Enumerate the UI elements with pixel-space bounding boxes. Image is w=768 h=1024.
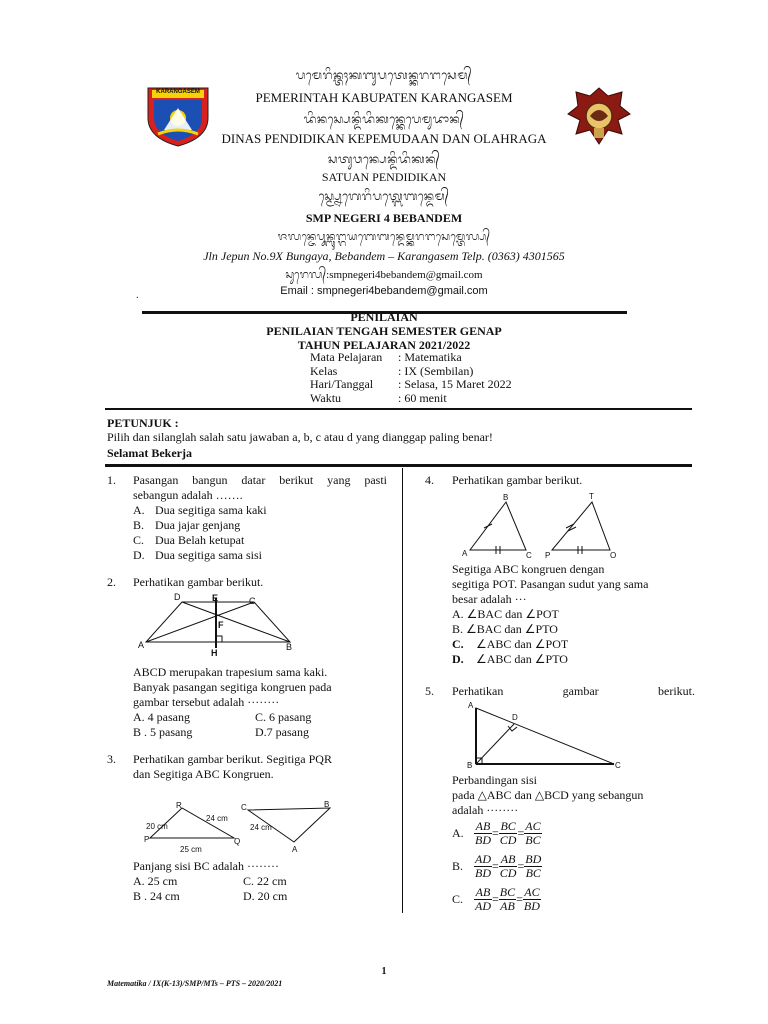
question-number: 4. bbox=[425, 473, 434, 487]
fraction bbox=[474, 886, 492, 913]
unit-name: SATUAN PENDIDIKAN bbox=[321, 170, 447, 184]
option-letter: A. bbox=[133, 503, 145, 517]
instructions-text: Pilih dan silanglah salah satu jawaban a, b, c atau d yang dianggap paling benar! bbox=[107, 430, 493, 444]
info-value: : Selasa, 15 Maret 2022 bbox=[398, 377, 512, 391]
column-divider bbox=[402, 468, 403, 913]
question-text: sebangun adalah ……. bbox=[133, 488, 243, 502]
instructions-heading: PETUNJUK : bbox=[107, 416, 179, 430]
option[interactable] bbox=[133, 533, 387, 548]
vertex-label: B bbox=[503, 493, 509, 502]
school-email: Email : smpnegeri4bebandem@gmail.com bbox=[280, 285, 488, 297]
fraction bbox=[474, 853, 492, 880]
vertex-label: T bbox=[589, 492, 594, 501]
numerator: BC bbox=[499, 884, 516, 899]
vertex-label: F bbox=[218, 620, 224, 630]
option[interactable] bbox=[133, 503, 387, 518]
option-d[interactable] bbox=[452, 652, 692, 667]
option-b[interactable]: B . 5 pasang bbox=[133, 725, 193, 739]
fraction bbox=[524, 820, 541, 847]
vertex-label: B bbox=[286, 642, 293, 652]
info-value: : IX (Sembilan) bbox=[398, 363, 474, 378]
option-letter: C. bbox=[452, 637, 464, 651]
denominator: BD bbox=[475, 832, 491, 847]
info-key: Waktu bbox=[310, 390, 342, 405]
question-text: Panjang sisi BC adalah ········ bbox=[133, 859, 279, 873]
question-number: 5. bbox=[425, 684, 434, 698]
denominator: BD bbox=[523, 898, 540, 913]
option-letter: C. bbox=[133, 533, 145, 547]
numerator: BC bbox=[500, 818, 516, 833]
side-length: 25 cm bbox=[180, 845, 202, 854]
info-value: : Matematika bbox=[398, 350, 462, 364]
numerator: AC bbox=[525, 818, 541, 833]
side-length: 20 cm bbox=[146, 822, 168, 831]
question-text: gambar bbox=[562, 684, 599, 698]
question-text: adalah ········ bbox=[452, 803, 519, 817]
question-text: Perhatikan gambar berikut. bbox=[133, 575, 264, 589]
question-text: Banyak pasangan segitiga kongruen pada bbox=[133, 680, 332, 694]
question-4 bbox=[425, 473, 705, 488]
question-4-body bbox=[452, 562, 692, 667]
fraction bbox=[524, 853, 542, 880]
option-a[interactable] bbox=[452, 818, 652, 848]
question-number: 1. bbox=[107, 473, 116, 487]
equals: = bbox=[517, 858, 525, 873]
option[interactable] bbox=[133, 518, 387, 533]
question-text: Segitiga ABC kongruen dengan bbox=[452, 562, 605, 576]
option-c[interactable] bbox=[452, 637, 692, 652]
question-text: pada △ABC dan △BCD yang sebangun bbox=[452, 788, 644, 802]
denominator: AD bbox=[475, 898, 491, 913]
vertex-label: P bbox=[545, 551, 551, 560]
department-name: DINAS PENDIDIKAN KEPEMUDAAN DAN OLAHRAGA bbox=[221, 131, 547, 146]
numerator: AD bbox=[475, 851, 491, 866]
equals: = bbox=[492, 825, 499, 840]
fraction bbox=[474, 820, 492, 847]
question-text: gambar tersebut adalah ········ bbox=[133, 695, 280, 709]
question-number: 3. bbox=[107, 752, 116, 766]
option-letter: A. bbox=[452, 825, 464, 840]
vertex-label: C bbox=[615, 761, 621, 770]
numerator: AC bbox=[524, 884, 540, 899]
equals: = bbox=[517, 825, 525, 840]
balinese-line-2: ᬤᬶᬦᬲ᭄ᬧᬾᬦ᭄ᬤᬶᬤᬶᬓᬦ᭄ᬓᬾᬧᬾᬫᬸᬤᬵᬦ᭄ bbox=[303, 112, 465, 126]
equals: = bbox=[492, 891, 499, 906]
vertex-label: B bbox=[324, 800, 330, 809]
question-5-body bbox=[452, 773, 692, 818]
option-d[interactable]: D.7 pasang bbox=[255, 725, 309, 739]
instructions-divider bbox=[105, 408, 692, 410]
footer-note: Matematika / IX(K-13)/SMP/MTs – PTS – 2020/2021 bbox=[107, 979, 283, 988]
question-text: Perhatikan gambar berikut. Segitiga PQR bbox=[133, 752, 332, 766]
vertex-label: H bbox=[211, 648, 218, 658]
fraction bbox=[523, 886, 541, 913]
denominator: BC bbox=[525, 865, 541, 880]
option-text: Dua segitiga sama kaki bbox=[155, 503, 267, 517]
question-text: Perhatikan bbox=[452, 684, 504, 698]
q5-options bbox=[452, 818, 652, 914]
question-2 bbox=[107, 575, 387, 590]
option-b[interactable]: B. ∠BAC dan ∠PTO bbox=[452, 622, 558, 636]
option-letter: B. bbox=[133, 518, 145, 532]
info-key: Mata Pelajaran bbox=[310, 350, 383, 364]
fraction bbox=[499, 820, 518, 847]
logo-label: KARANGASEM bbox=[156, 89, 200, 95]
question-text: Perbandingan sisi bbox=[452, 773, 537, 787]
option-text: Dua jajar genjang bbox=[155, 518, 241, 532]
side-length: 24 cm bbox=[206, 814, 228, 823]
vertex-label: B bbox=[467, 761, 473, 770]
exam-info bbox=[310, 351, 512, 405]
option-text: Dua segitiga sama sisi bbox=[155, 548, 262, 562]
vertex-label: O bbox=[610, 551, 617, 560]
vertex-label: C bbox=[241, 803, 247, 812]
question-3 bbox=[107, 752, 387, 782]
question-text: berikut. bbox=[658, 684, 695, 698]
questions-divider bbox=[105, 464, 692, 467]
info-value: : 60 menit bbox=[398, 390, 447, 405]
school-name: SMP NEGERI 4 BEBANDEM bbox=[305, 211, 463, 225]
question-text: Perhatikan gambar berikut. bbox=[452, 473, 583, 487]
question-text: dan Segitiga ABC Kongruen. bbox=[133, 767, 274, 781]
question-text: segitiga POT. Pasangan sudut yang sama bbox=[452, 577, 649, 591]
denominator: BD bbox=[475, 865, 491, 880]
email-balinese: ᬲᬸᬭᬾᬮ᭄:smpnegeri4bebandem@gmail.com bbox=[285, 269, 483, 281]
question-text: Pasangan bangun datar berikut yang pasti bbox=[133, 473, 387, 487]
fraction bbox=[499, 886, 516, 913]
option-c[interactable] bbox=[452, 884, 652, 914]
option-letter: B. bbox=[452, 858, 464, 873]
option-letter: D. bbox=[133, 548, 145, 562]
denominator: BC bbox=[525, 832, 541, 847]
balinese-line-1: ᬧᬫᬾᬭᬶᬦ᭄ᬢᬄᬓᬩᬸᬧᬢᬾᬦ᭄ᬓᬭᬗᬲᬾᬫ᭄ bbox=[295, 68, 473, 82]
balinese-line-3: ᬲᬢᬸᬯᬦ᭄ᬧᬾᬦ᭄ᬤᬶᬤᬶᬓᬦ᭄ bbox=[327, 152, 441, 166]
info-key: Hari/Tanggal bbox=[310, 377, 374, 391]
question-5 bbox=[425, 684, 695, 699]
numerator: BD bbox=[525, 851, 542, 866]
triangles-pqr-abc-figure bbox=[144, 800, 340, 856]
vertex-label: D bbox=[512, 713, 518, 722]
vertex-label: A bbox=[462, 549, 468, 558]
denominator: AB bbox=[500, 898, 515, 913]
option-text: ∠ABC dan ∠PTO bbox=[476, 652, 568, 666]
numerator: AB bbox=[500, 851, 516, 866]
option-b[interactable]: B . 24 cm bbox=[133, 889, 180, 903]
vertex-label: A bbox=[292, 845, 298, 854]
question-text: besar adalah ··· bbox=[452, 592, 527, 606]
option-text: Dua Belah ketupat bbox=[155, 533, 245, 547]
vertex-label: A bbox=[138, 640, 145, 650]
academic-year: TAHUN PELAJARAN 2021/2022 bbox=[297, 338, 471, 352]
balinese-line-5: ᬚᬮᬦ᭄ᬚᬾᬧᬸᬦ᭄ᬩᬸᬗ᭄ᬕᬬᬩᬾᬩᬦ᭄ᬤᬾᬫ᭄ᬓᬭᬗᬲᬾᬫ᭄ᬢᬾᬮ᭄ᬧ᭄ bbox=[277, 230, 491, 243]
denominator: CD bbox=[499, 832, 517, 847]
info-row bbox=[310, 392, 512, 406]
option-b[interactable] bbox=[452, 851, 652, 881]
vertex-label: D bbox=[174, 592, 181, 602]
option-c[interactable]: C. 22 cm bbox=[243, 874, 287, 888]
vertex-label: C bbox=[249, 596, 256, 606]
vertex-label: E bbox=[212, 593, 219, 603]
question-2-body bbox=[133, 665, 393, 740]
question-number: 2. bbox=[107, 575, 116, 589]
balinese-line-4: ᬲ᭄ᬫ᭄ᬧ᭄ᬦᬾᬕᬾᬭᬶᬧᬢ᭄ᬩᬾᬩᬦ᭄ᬤᬾᬫ᭄ bbox=[318, 189, 450, 203]
school-address: Jln Jepun No.9X Bungaya, Bebandem – Karangasem Telp. (0363) 4301565 bbox=[203, 249, 565, 263]
option-letter: D. bbox=[452, 652, 464, 666]
exam-label: PENILAIAN bbox=[350, 310, 418, 324]
greeting: Selamat Bekerja bbox=[107, 446, 192, 460]
dot-mark: . bbox=[136, 290, 139, 301]
question-1 bbox=[107, 473, 387, 563]
equals: = bbox=[516, 891, 523, 906]
page-number: 1 bbox=[381, 966, 387, 977]
info-row bbox=[310, 378, 512, 392]
option-c[interactable]: C. 6 pasang bbox=[255, 710, 312, 724]
denominator: CD bbox=[499, 865, 517, 880]
trapezoid-figure bbox=[136, 592, 300, 658]
numerator: AB bbox=[475, 884, 491, 899]
vertex-label: C bbox=[526, 551, 532, 560]
government-name: PEMERINTAH KABUPATEN KARANGASEM bbox=[255, 90, 513, 105]
right-triangle-abc-figure bbox=[462, 700, 632, 772]
equals: = bbox=[492, 858, 499, 873]
info-row bbox=[310, 365, 512, 379]
option-a[interactable]: A. ∠BAC dan ∠POT bbox=[452, 607, 559, 621]
info-row bbox=[310, 351, 512, 365]
question-text: ABCD merupakan trapesium sama kaki. bbox=[133, 665, 328, 679]
fraction bbox=[499, 853, 518, 880]
side-length: 24 cm bbox=[250, 823, 272, 832]
option-a[interactable]: A. 4 pasang bbox=[133, 710, 190, 724]
exam-title: PENILAIAN TENGAH SEMESTER GENAP bbox=[266, 324, 502, 338]
option-a[interactable]: A. 25 cm bbox=[133, 874, 178, 888]
vertex-label: A bbox=[468, 701, 474, 710]
vertex-label: R bbox=[176, 801, 182, 810]
vertex-label: Q bbox=[234, 837, 241, 846]
vertex-label: P bbox=[144, 835, 150, 844]
question-3-body bbox=[133, 859, 393, 904]
option-d[interactable]: D. 20 cm bbox=[243, 889, 288, 903]
option-letter: C. bbox=[452, 891, 464, 906]
option[interactable] bbox=[133, 548, 387, 563]
triangles-abc-pot-figure bbox=[458, 490, 626, 564]
numerator: AB bbox=[475, 818, 491, 833]
option-text: ∠ABC dan ∠POT bbox=[476, 637, 569, 651]
info-key: Kelas bbox=[310, 363, 338, 378]
